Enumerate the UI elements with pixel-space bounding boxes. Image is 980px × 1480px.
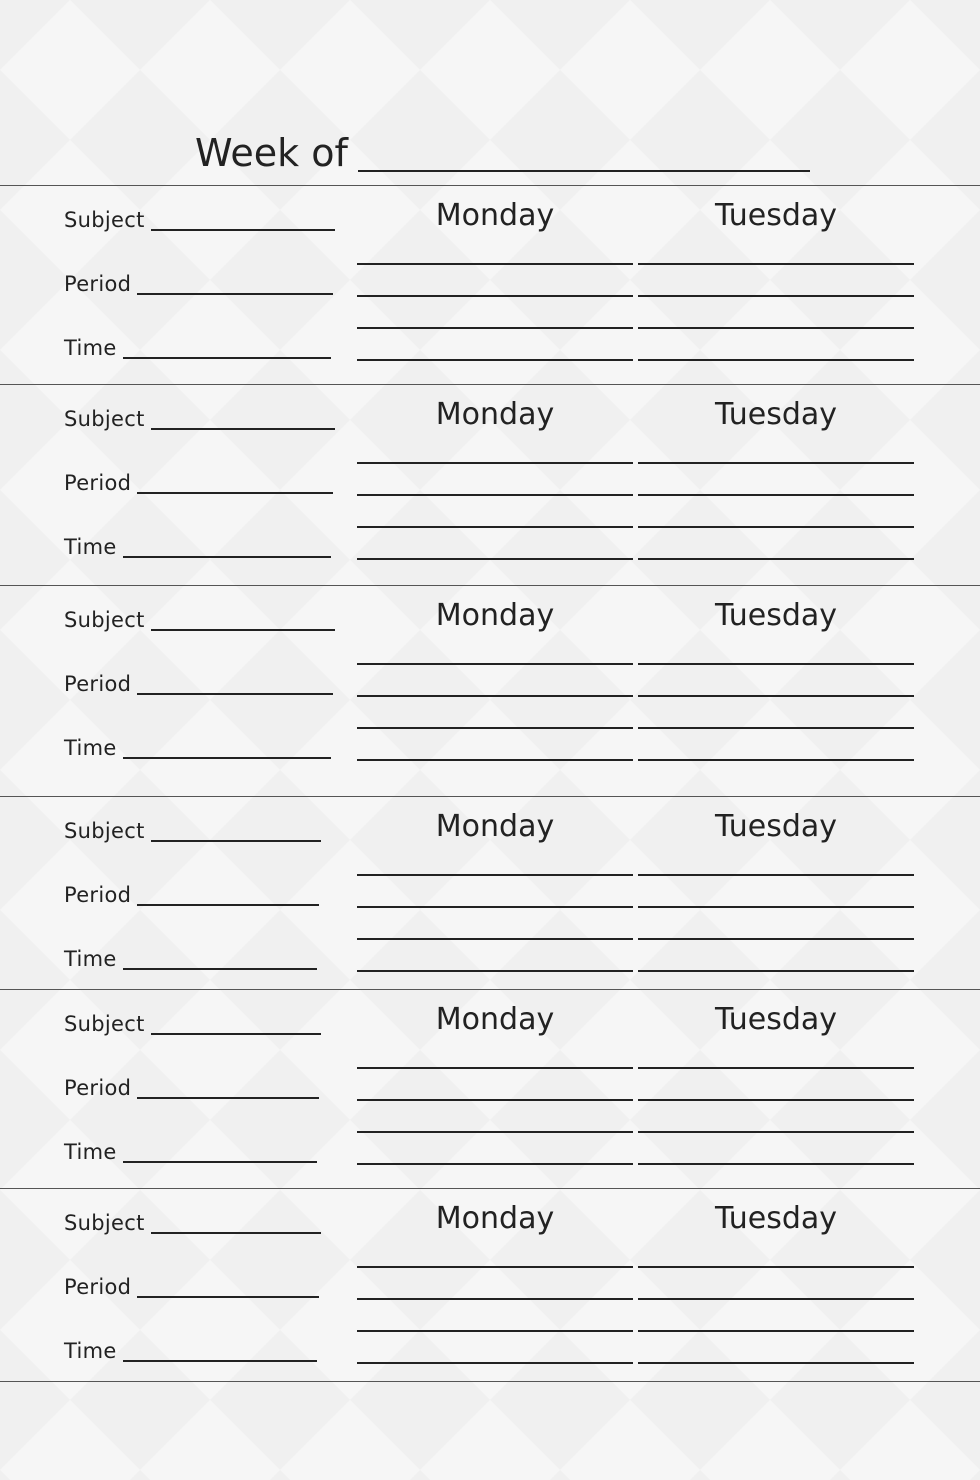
section-divider bbox=[0, 796, 980, 797]
monday-heading: Monday bbox=[435, 1201, 555, 1236]
subject-field bbox=[64, 1206, 321, 1234]
time-blank-line[interactable] bbox=[123, 538, 331, 558]
tuesday-writing-line[interactable] bbox=[638, 970, 914, 972]
period-blank-line[interactable] bbox=[137, 474, 333, 494]
period-label: Period bbox=[64, 883, 132, 907]
time-label: Time bbox=[64, 947, 117, 971]
time-label: Time bbox=[64, 736, 117, 760]
time-label: Time bbox=[64, 535, 117, 559]
tuesday-heading: Tuesday bbox=[714, 809, 838, 844]
class-block bbox=[0, 989, 980, 1189]
period-blank-line[interactable] bbox=[137, 675, 333, 695]
tuesday-writing-line[interactable] bbox=[638, 462, 914, 464]
tuesday-writing-line[interactable] bbox=[638, 1362, 914, 1364]
week-of-label: Week of bbox=[195, 131, 348, 175]
tuesday-writing-line[interactable] bbox=[638, 327, 914, 329]
monday-writing-line[interactable] bbox=[357, 526, 633, 528]
monday-heading: Monday bbox=[435, 397, 555, 432]
time-field bbox=[64, 1135, 317, 1163]
time-field bbox=[64, 331, 331, 359]
period-blank-line[interactable] bbox=[137, 275, 333, 295]
period-field bbox=[64, 267, 333, 295]
monday-writing-line[interactable] bbox=[357, 1163, 633, 1165]
class-block bbox=[0, 1188, 980, 1388]
monday-heading: Monday bbox=[435, 809, 555, 844]
monday-writing-line[interactable] bbox=[357, 1298, 633, 1300]
subject-blank-line[interactable] bbox=[151, 410, 335, 430]
monday-writing-line[interactable] bbox=[357, 359, 633, 361]
tuesday-writing-line[interactable] bbox=[638, 558, 914, 560]
period-blank-line[interactable] bbox=[137, 1079, 319, 1099]
tuesday-writing-line[interactable] bbox=[638, 1067, 914, 1069]
tuesday-heading: Tuesday bbox=[714, 397, 838, 432]
time-blank-line[interactable] bbox=[123, 739, 331, 759]
time-blank-line[interactable] bbox=[123, 1342, 317, 1362]
subject-label: Subject bbox=[64, 819, 145, 843]
section-divider bbox=[0, 1381, 980, 1382]
tuesday-writing-line[interactable] bbox=[638, 526, 914, 528]
subject-blank-line[interactable] bbox=[151, 611, 335, 631]
monday-heading: Monday bbox=[435, 598, 555, 633]
tuesday-writing-line[interactable] bbox=[638, 663, 914, 665]
time-field bbox=[64, 731, 331, 759]
monday-writing-line[interactable] bbox=[357, 970, 633, 972]
class-block bbox=[0, 585, 980, 785]
subject-label: Subject bbox=[64, 1211, 145, 1235]
subject-blank-line[interactable] bbox=[151, 822, 321, 842]
tuesday-writing-line[interactable] bbox=[638, 695, 914, 697]
subject-field bbox=[64, 402, 335, 430]
tuesday-writing-line[interactable] bbox=[638, 1266, 914, 1268]
time-label: Time bbox=[64, 1140, 117, 1164]
period-blank-line[interactable] bbox=[137, 886, 319, 906]
monday-writing-line[interactable] bbox=[357, 263, 633, 265]
tuesday-writing-line[interactable] bbox=[638, 1131, 914, 1133]
tuesday-writing-line[interactable] bbox=[638, 906, 914, 908]
section-divider bbox=[0, 1188, 980, 1189]
tuesday-writing-line[interactable] bbox=[638, 359, 914, 361]
page-title bbox=[195, 112, 810, 175]
monday-writing-line[interactable] bbox=[357, 663, 633, 665]
monday-writing-line[interactable] bbox=[357, 1131, 633, 1133]
section-divider bbox=[0, 185, 980, 186]
subject-label: Subject bbox=[64, 1012, 145, 1036]
time-blank-line[interactable] bbox=[123, 1143, 317, 1163]
tuesday-writing-line[interactable] bbox=[638, 1163, 914, 1165]
time-label: Time bbox=[64, 336, 117, 360]
monday-writing-line[interactable] bbox=[357, 462, 633, 464]
period-field bbox=[64, 878, 319, 906]
monday-writing-line[interactable] bbox=[357, 1067, 633, 1069]
tuesday-heading: Tuesday bbox=[714, 1201, 838, 1236]
subject-field bbox=[64, 1007, 321, 1035]
monday-heading: Monday bbox=[435, 1002, 555, 1037]
period-blank-line[interactable] bbox=[137, 1278, 319, 1298]
subject-field bbox=[64, 203, 335, 231]
period-label: Period bbox=[64, 1076, 132, 1100]
tuesday-writing-line[interactable] bbox=[638, 874, 914, 876]
period-field bbox=[64, 466, 333, 494]
section-divider bbox=[0, 989, 980, 990]
class-block bbox=[0, 185, 980, 385]
monday-writing-line[interactable] bbox=[357, 938, 633, 940]
tuesday-writing-line[interactable] bbox=[638, 1099, 914, 1101]
subject-label: Subject bbox=[64, 208, 145, 232]
tuesday-writing-line[interactable] bbox=[638, 295, 914, 297]
period-field bbox=[64, 1270, 319, 1298]
period-label: Period bbox=[64, 672, 132, 696]
tuesday-heading: Tuesday bbox=[714, 1002, 838, 1037]
subject-field bbox=[64, 603, 335, 631]
week-of-blank-line[interactable] bbox=[358, 130, 810, 172]
subject-blank-line[interactable] bbox=[151, 1015, 321, 1035]
tuesday-heading: Tuesday bbox=[714, 198, 838, 233]
monday-writing-line[interactable] bbox=[357, 295, 633, 297]
section-divider bbox=[0, 384, 980, 385]
monday-writing-line[interactable] bbox=[357, 558, 633, 560]
period-field bbox=[64, 1071, 319, 1099]
period-label: Period bbox=[64, 1275, 132, 1299]
period-field bbox=[64, 667, 333, 695]
monday-writing-line[interactable] bbox=[357, 1266, 633, 1268]
tuesday-writing-line[interactable] bbox=[638, 1298, 914, 1300]
subject-field bbox=[64, 814, 321, 842]
time-blank-line[interactable] bbox=[123, 950, 317, 970]
monday-writing-line[interactable] bbox=[357, 1099, 633, 1101]
time-field bbox=[64, 942, 317, 970]
section-divider bbox=[0, 585, 980, 586]
time-blank-line[interactable] bbox=[123, 339, 331, 359]
monday-writing-line[interactable] bbox=[357, 1330, 633, 1332]
class-block bbox=[0, 796, 980, 996]
monday-writing-line[interactable] bbox=[357, 1362, 633, 1364]
tuesday-writing-line[interactable] bbox=[638, 727, 914, 729]
subject-blank-line[interactable] bbox=[151, 1214, 321, 1234]
monday-writing-line[interactable] bbox=[357, 494, 633, 496]
monday-heading: Monday bbox=[435, 198, 555, 233]
period-label: Period bbox=[64, 471, 132, 495]
monday-writing-line[interactable] bbox=[357, 327, 633, 329]
time-label: Time bbox=[64, 1339, 117, 1363]
subject-blank-line[interactable] bbox=[151, 211, 335, 231]
tuesday-writing-line[interactable] bbox=[638, 759, 914, 761]
class-block bbox=[0, 384, 980, 584]
monday-writing-line[interactable] bbox=[357, 874, 633, 876]
subject-label: Subject bbox=[64, 608, 145, 632]
tuesday-writing-line[interactable] bbox=[638, 1330, 914, 1332]
monday-writing-line[interactable] bbox=[357, 759, 633, 761]
time-field bbox=[64, 530, 331, 558]
time-field bbox=[64, 1334, 317, 1362]
monday-writing-line[interactable] bbox=[357, 906, 633, 908]
monday-writing-line[interactable] bbox=[357, 695, 633, 697]
subject-label: Subject bbox=[64, 407, 145, 431]
tuesday-writing-line[interactable] bbox=[638, 938, 914, 940]
monday-writing-line[interactable] bbox=[357, 727, 633, 729]
tuesday-writing-line[interactable] bbox=[638, 494, 914, 496]
period-label: Period bbox=[64, 272, 132, 296]
tuesday-writing-line[interactable] bbox=[638, 263, 914, 265]
tuesday-heading: Tuesday bbox=[714, 598, 838, 633]
